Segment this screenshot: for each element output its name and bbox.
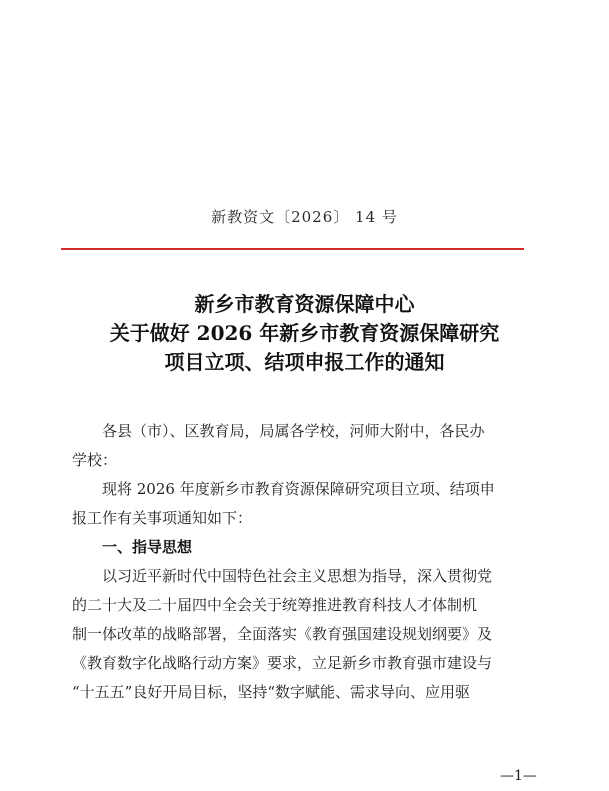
document-title <box>0 290 609 377</box>
section-line-4: 《教育数字化战略行动方案》要求，立足新乡市教育强市建设与 <box>72 654 493 672</box>
section-line-2: 的二十大及二十届四中全会关于统筹推进教育科技人才体制机 <box>72 596 478 614</box>
section-line-3: 制一体改革的战略部署，全面落实《教育强国建设规划纲要》及 <box>72 625 493 643</box>
salutation-line-2: 学校： <box>72 451 118 469</box>
page-number: —1— <box>500 768 537 784</box>
document-body <box>72 417 544 707</box>
section-heading-guiding-ideology: 一、指导思想 <box>102 538 193 556</box>
document-number: 新教资文〔2026〕 14 号 <box>211 208 398 226</box>
salutation-line-1: 各县（市）、区教育局，局属各学校，河师大附中，各民办 <box>102 422 485 440</box>
section-line-1: 以习近平新时代中国特色社会主义思想为指导，深入贯彻党 <box>102 567 493 585</box>
intro-line-2: 报工作有关事项通知如下： <box>72 509 253 527</box>
intro-line-1: 现将 2026 年度新乡市教育资源保障研究项目立项、结项申 <box>102 480 495 498</box>
red-divider-line <box>61 248 524 250</box>
title-line-2: 关于做好 2026 年新乡市教育资源保障研究 <box>109 321 500 345</box>
title-line-1: 新乡市教育资源保障中心 <box>194 292 415 316</box>
title-line-3: 项目立项、结项申报工作的通知 <box>164 350 445 374</box>
section-line-5: “十五五”良好开局目标，坚持“数字赋能、需求导向、应用驱 <box>72 683 471 701</box>
